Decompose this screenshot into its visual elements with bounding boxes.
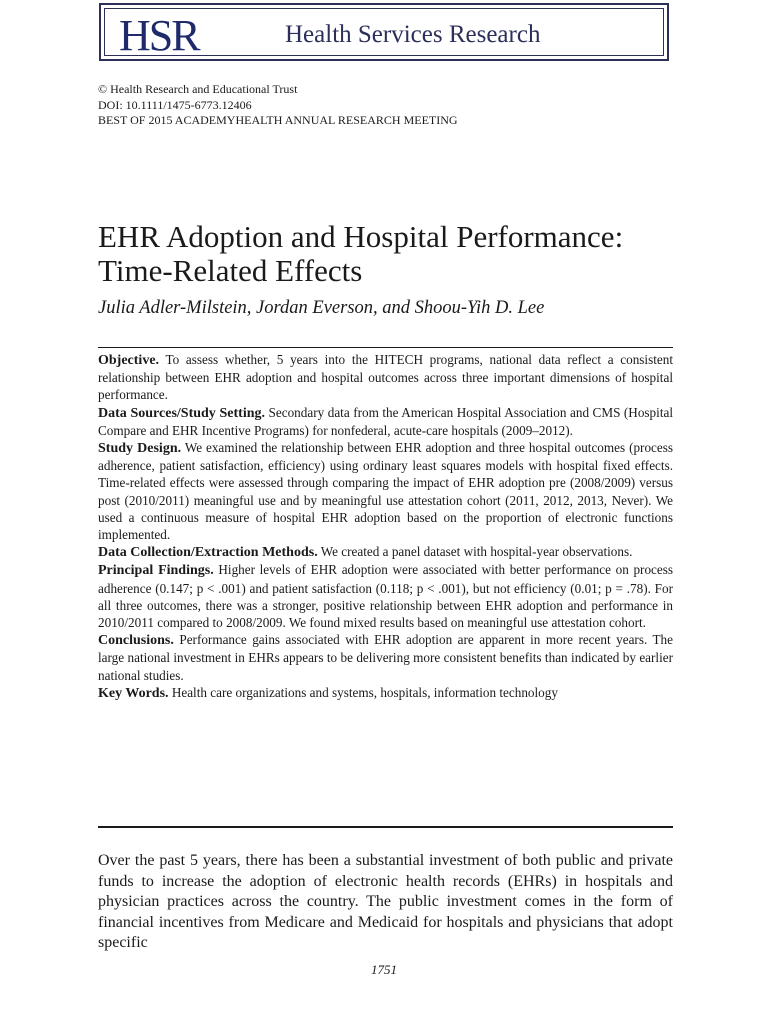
- copyright-line: © Health Research and Educational Trust: [98, 82, 298, 96]
- abstract-objective: [98, 351, 673, 404]
- abstract-text: Secondary data from the American Hospital Association and CMS (Hospital Compare and EHR Incentive Programs) for nonfederal, acute-care hospitals (2009–2012).: [98, 404, 673, 438]
- abstract-text: We examined the relationship between EHR adoption and three hospital outcomes (process adherence, patient satisfaction, efficiency) using ordinary least squares models with hospital fixed effects. Time-related effects were assessed through comparing the impact of EHR adoption pre (2008/2009) versus post (2010/2011) meaningful use and by meaningful use attestation cohort (2011, 2012, 2013, Never). We used a continuous measure of hospital EHR adoption based on the proportion of electronic functions implemented.: [98, 440, 674, 543]
- article-meta: [98, 82, 458, 129]
- abstract-heading: Principal Findings.: [98, 563, 214, 579]
- abstract-heading: Study Design.: [98, 441, 182, 457]
- abstract-heading: Key Words.: [98, 685, 169, 701]
- journal-header-inner-border: [104, 8, 664, 60]
- abstract-study-design: [98, 439, 673, 543]
- abstract-top-rule: [98, 347, 673, 348]
- abstract-heading: Data Collection/Extraction Methods.: [98, 545, 318, 561]
- abstract-heading: Conclusions.: [98, 633, 174, 649]
- abstract-text: To assess whether, 5 years into the HITECH programs, national data reflect a consistent relationship between EHR adoption and hospital outcomes across three important dimensions of hospital performance.: [98, 352, 673, 403]
- abstract-conclusions: [98, 631, 673, 684]
- abstract-data-sources: [98, 404, 673, 439]
- abstract-text: Higher levels of EHR adoption were associated with better performance on process adherence (0.147; p < .001) and patient satisfaction (0.118; p < .001), but not efficiency (0.01; p = .78). For all three outcomes, there was a stronger, positive relationship between EHR adoption and performance in 2010/2011 compared to 2008/2009. We found mixed results based on meaningful use attestation cohort.: [98, 562, 674, 631]
- abstract-bottom-rule: [98, 826, 673, 828]
- abstract-keywords: [98, 684, 673, 702]
- abstract-text: Health care organizations and systems, hospitals, information technology: [171, 684, 558, 700]
- journal-name: Health Services Research: [285, 21, 541, 48]
- meeting-line: BEST OF 2015 ACADEMYHEALTH ANNUAL RESEARCH MEETING: [98, 113, 458, 127]
- abstract-heading: Data Sources/Study Setting.: [98, 405, 266, 421]
- article-authors: Julia Adler-Milstein, Jordan Everson, and Shoou-Yih D. Lee: [98, 298, 545, 318]
- abstract-findings: [98, 561, 673, 631]
- abstract-text: We created a panel dataset with hospital-year observations.: [320, 544, 633, 560]
- journal-logo: HSR: [119, 11, 199, 60]
- abstract-data-collection: [98, 543, 673, 561]
- abstract-heading: Objective.: [98, 353, 160, 368]
- abstract: [98, 351, 673, 702]
- intro-paragraph: Over the past 5 years, there has been a substantial investment of both public and private funds to increase the adoption of electronic health records (EHRs) in hospitals and physician practices across the country. The public investment comes in the form of financial incentives from Medicare and Medicaid for hospitals and physicians that adopt specific: [98, 852, 673, 951]
- abstract-text: Performance gains associated with EHR adoption are apparent in more recent years. The large national investment in EHRs appears to be delivering more consistent benefits than indicated by earlier national studies.: [98, 632, 674, 683]
- doi-line: DOI: 10.1111/1475-6773.12406: [98, 97, 252, 112]
- article-title: EHR Adoption and Hospital Performance: Time-Related Effects: [98, 219, 624, 288]
- page-number: 1751: [371, 962, 397, 977]
- journal-header: [99, 3, 669, 61]
